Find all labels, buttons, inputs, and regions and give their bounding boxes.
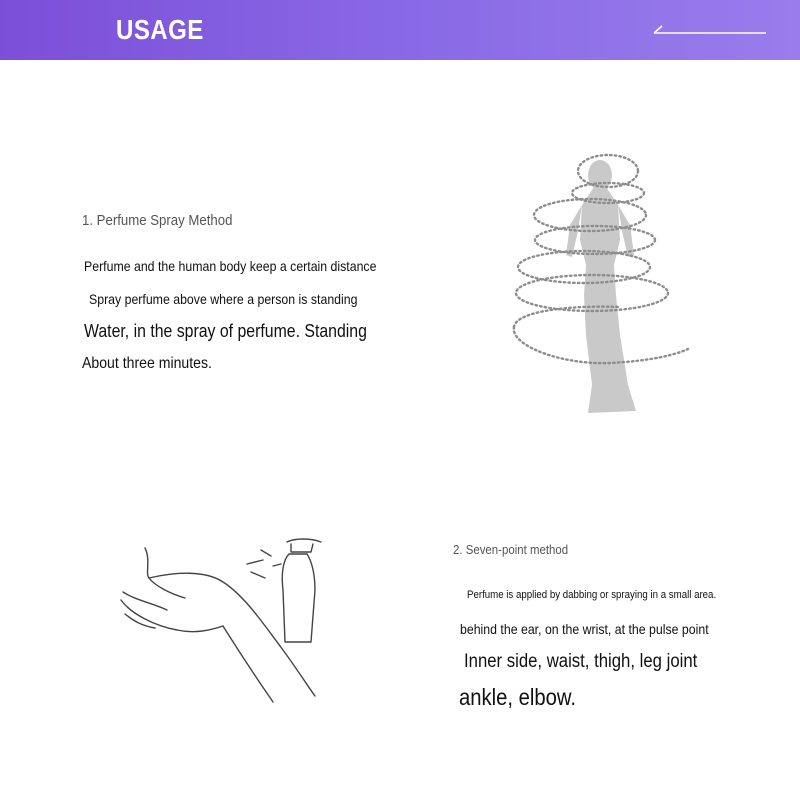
section1-line-4: About three minutes. [82, 355, 212, 372]
section2-title: 2. Seven-point method [453, 542, 569, 557]
hand-outline [121, 548, 315, 702]
woman-spray-spiral-illustration [500, 145, 700, 420]
section1-line-3: Water, in the spray of perfume. Standing [84, 321, 367, 341]
spray-mist-lines [247, 550, 271, 578]
page-title: USAGE [116, 14, 204, 45]
section1-line-2: Spray perfume above where a person is standing [89, 291, 358, 307]
wrist-spray-bottle-illustration [115, 530, 335, 710]
section2-line-4: ankle, elbow. [459, 684, 577, 710]
section1-line-1: Perfume and the human body keep a certain distance [84, 258, 377, 274]
section2-line-1: Perfume is applied by dabbing or spraying in a small area. [467, 589, 717, 601]
spray-bottle-outline [273, 539, 321, 642]
header-bar [0, 0, 800, 60]
section2-line-3: Inner side, waist, thigh, leg joint [464, 651, 698, 672]
section1-title: 1. Perfume Spray Method [82, 212, 233, 229]
back-arrow-icon[interactable] [650, 20, 770, 40]
section2-line-2: behind the ear, on the wrist, at the pulse point [460, 621, 709, 637]
